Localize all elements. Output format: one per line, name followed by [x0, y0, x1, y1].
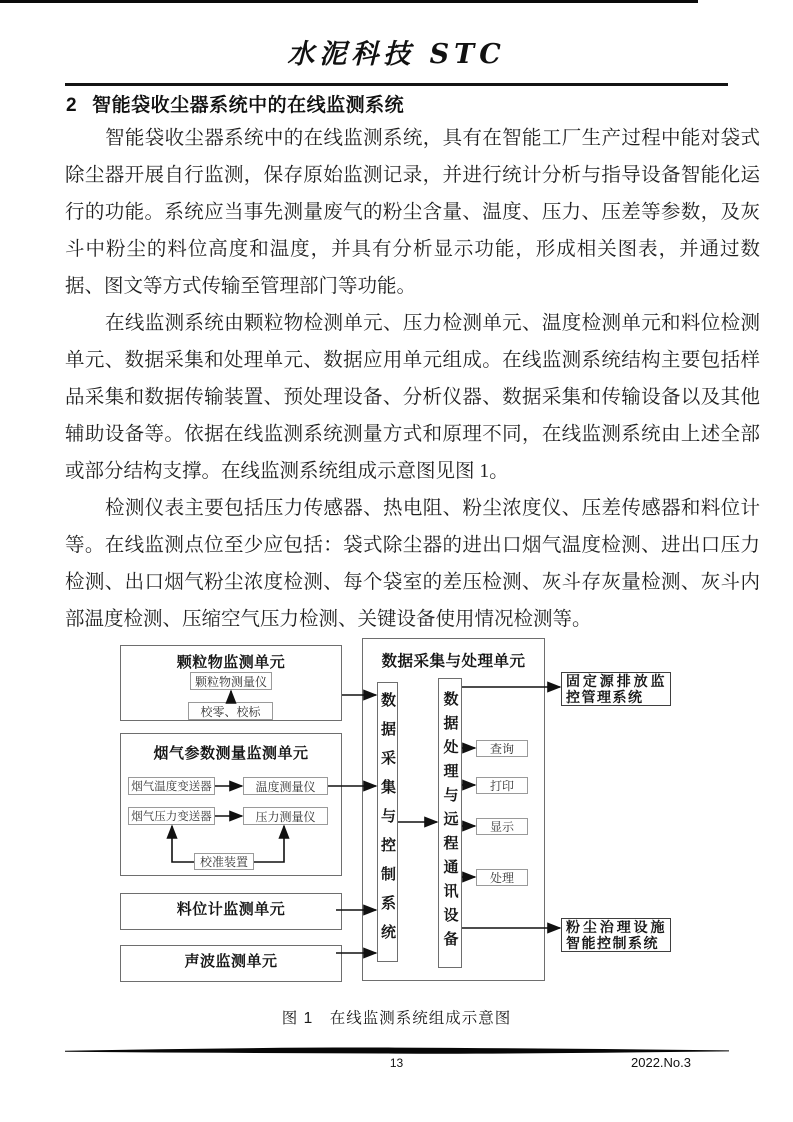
acoustic-unit-title: 声波监测单元 — [184, 953, 278, 970]
paragraph-1: 智能袋收尘器系统中的在线监测系统，具有在智能工厂生产过程中能对袋式除尘器开展自行监测，保存原始监测记录，并进行统计分析与指导设备智能化运行的功能。系统应当事先测量废气的粉尘含量、温度、压力、压差等参数，及灰斗中粉尘的料位高度和温度，并具有分析显示功能，形成相关图表，并通过数据、图文等方式传输至管理部门等功能。 — [65, 128, 760, 297]
figure-1-diagram — [0, 638, 793, 994]
figure-caption: 图 1 在线监测系统组成示意图 — [281, 1010, 512, 1027]
section-heading — [66, 92, 760, 120]
level-unit-box — [120, 893, 342, 930]
flue-gas-pressure-transmitter-box: 烟气压力变送器 — [128, 807, 215, 825]
particulate-unit-title: 颗粒物监测单元 — [176, 654, 286, 671]
flue-gas-temp-transmitter-box: 烟气温度变送器 — [128, 777, 215, 795]
dcpu-title: 数据采集与处理单元 — [381, 653, 526, 670]
data-processing-comm-box: 数据处理与远程通讯设备 — [438, 678, 462, 968]
header-rule — [65, 83, 728, 86]
paragraph-3: 检测仪表主要包括压力传感器、热电阻、粉尘浓度仪、压差传感器和料位计等。在线监测点位至少应包括：袋式除尘器的进出口烟气温度检测、进出口压力检测、出口烟气粉尘浓度检测、每个袋室的差压检测、灰斗存灰量检测、灰斗内部温度检测、压缩空气压力检测、关键设备使用情况检测等。 — [65, 498, 760, 630]
paragraph-2: 在线监测系统由颗粒物检测单元、压力检测单元、温度检测单元和料位检测单元、数据采集和处理单元、数据应用单元组成。在线监测系统结构主要包括样品采集和数据传输装置、预处理设备、分析仪器、数据采集和传输设备以及其他辅助设备等。依据在线监测系统测量方式和原理不同，在线监测系统由上述全部或部分结构支撑。在线监测系统组成示意图见图 1。 — [65, 313, 760, 482]
function-process-box: 处理 — [476, 869, 528, 886]
dust-control-system-box: 粉尘治理设施智能控制系统 — [561, 918, 671, 952]
calibration-device-box: 校准装置 — [194, 853, 254, 870]
section-title: 智能袋收尘器系统中的在线监测系统 — [92, 95, 405, 116]
body-text — [65, 120, 760, 638]
footer-rule — [65, 1046, 729, 1056]
page-number: 13 — [389, 1056, 404, 1070]
level-unit-title: 料位计监测单元 — [176, 901, 286, 918]
temp-meter-box: 温度测量仪 — [243, 777, 328, 795]
scan-edge-line — [0, 0, 698, 3]
function-query-box: 查询 — [476, 740, 528, 757]
journal-title: 水泥科技 STC — [287, 39, 506, 70]
flue-gas-unit-title: 烟气参数测量监测单元 — [153, 745, 309, 762]
issue-number: 2022.No.3 — [631, 1055, 691, 1070]
acoustic-unit-box — [120, 945, 342, 982]
section-number: 2 — [66, 95, 78, 116]
function-display-box: 显示 — [476, 818, 528, 835]
function-print-box: 打印 — [476, 777, 528, 794]
zero-span-calibration-box: 校零、校标 — [188, 702, 273, 720]
pressure-meter-box: 压力测量仪 — [243, 807, 328, 825]
fixed-source-system-box: 固定源排放监控管理系统 — [561, 672, 671, 706]
page-footer — [0, 1042, 793, 1102]
particulate-analyzer-box: 颗粒物测量仪 — [190, 672, 272, 690]
data-acq-control-system-box: 数据采集与控制系统 — [377, 682, 398, 962]
